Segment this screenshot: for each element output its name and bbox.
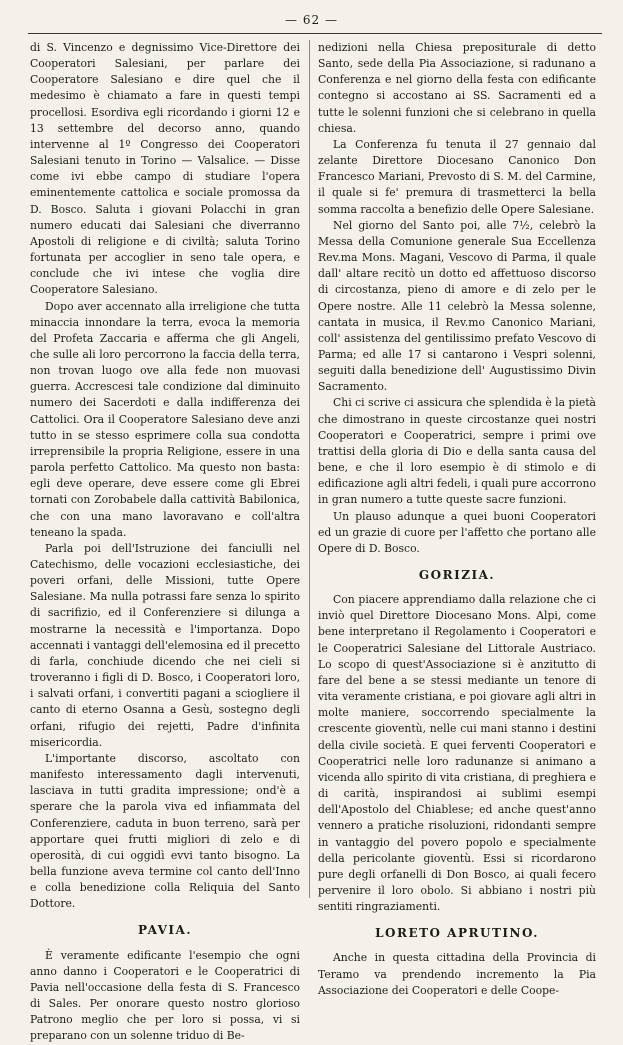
column-divider [309,40,310,898]
paragraph: Dopo aver accennato alla irreligione che tutta minaccia innondare la terra, evoca la memoria del Profeta Zaccaria e afferma che gli Angeli, che sulle ali loro percorrono la faccia della terra, non trovan luogo ove alla fede non muovasi guerra. Accrescesi tale condizione dal diminuito numero dei Sacerdoti e dalla indifferenza dei Cattolici. Ora il Cooperatore Salesiano deve anzi tutto in se stesso esprimere colla sua condotta irreprensibile la propria Religione, essere in una parola perfetto Cattolico. Ma questo non basta: egli deve operare, deve essere come gli Ebrei tornati con Zorobabele dalla cattività Babilonica, che con una mano lavoravano e coll'altra teneano la spada. [30,299,300,539]
paragraph: Anche in questa cittadina della Provincia di Teramo va prendendo incremento la Pia Associazione dei Cooperatori e delle Coope- [318,951,596,997]
paragraph: nedizioni nella Chiesa prepositurale di detto Santo, sede della Pia Associazione, si radunano a Conferenza e nel giorno della festa con edificante contegno si accostano ai SS. Sacramenti ed a tutte le solenni funzioni che si celebrano in quella chiesa. [318,41,596,135]
page-number: — 62 — [285,13,338,27]
paragraph: Con piacere apprendiamo dalla relazione che ci inviò quel Direttore Diocesano Mons. Alpi, come bene interpretano il Regolamento i Cooperatori e le Cooperatrici Salesiane del Littorale Austriaco. Lo scopo di quest'Associazione si è anzitutto di fare del bene a se stessi mediante un tenore di vita veramente cristiana, e poi giovare agli altri in molte maniere, soccorrendo specialmente la crescente gioventù, nelle cui mani stanno i destini della civile società. E quei ferventi Cooperatori e Cooperatrici nelle loro radunanze si animano a vicenda allo spirito di vita cristiana, di preghiera e di carità, inspirandosi ai sublimi esempi dell'Apostolo del Chiablese; ed anche quest'anno vennero a pratiche risoluzioni, ridondanti sempre in vantaggio del povero popolo e specialmente della pericolante gioventù. Essi si ricordarono pure degli orfanelli di Don Bosco, ai quali fecero pervenire il loro obolo. Si abbiano i nostri più sentiti ringraziamenti. [318,593,596,914]
section-heading-gorizia: GORIZIA. [418,568,496,582]
header-rule [28,33,602,34]
paragraph: È veramente edificante l'esempio che ogni anno danno i Cooperatori e le Cooperatrici di Pavia nell'occasione della festa di S. Francesco di Sales. Per onorare questo nostro glorioso Patrono meglio che per loro si possa, vi si preparano con un solenne triduo di Be- [30,948,300,1043]
right-column [318,40,596,997]
paragraph: Chi ci scrive ci assicura che splendida è la pietà che dimostrano in queste circostanze quei nostri Cooperatori e Cooperatrici, sempre i primi ove trattisi della gloria di Dio e della santa causa del bene, e che il loro esempio è di stimolo e di edificazione agli altri fedeli, i quali pure accorrono in gran numero a tutte queste sacre funzioni. [318,396,596,507]
section-heading-pavia: PAVIA. [138,923,192,938]
paragraph: Un plauso adunque a quei buoni Cooperatori ed un grazie di cuore per l'affetto che portano alle Opere di D. Bosco. [318,509,596,555]
paragraph: Parla poi dell'Istruzione dei fanciulli nel Catechismo, delle vocazioni ecclesiastiche, dei poveri orfani, delle Missioni, tutte Opere Salesiane. Ma nulla potrassi fare senza lo spirito di sacrifizio, ed il Conferenziere si dilunga a mostrarne la necessità e l'importanza. Dopo accennati i vantaggi dell'elemosina ed il precetto di farla, conchiude dicendo che nei cieli si troveranno i figli di D. Bosco, i Cooperatori loro, i salvati orfani, i convertiti pagani a sciogliere il canto di eterno Osanna a Gesù, sostegno degli orfani, rifugio dei rejetti, Padre d'infinita misericordia. [30,541,300,749]
left-column [30,40,300,1043]
paragraph: La Conferenza fu tenuta il 27 gennaio dal zelante Direttore Diocesano Canonico Don Francesco Mariani, Prevosto di S. M. del Carmine, il quale si fe' premura di trasmetterci la bella somma raccolta a benefizio delle Opere Salesiane. [318,137,596,216]
section-heading-loreto-aprutino: LORETO APRUTINO. [375,926,539,941]
paragraph: L'importante discorso, ascoltato con manifesto interessamento dagli intervenuti, lasciava in tutti gradita impressione; ond'è a sperare che la parola viva ed infiammata del Conferenziere, caduta in buon terreno, sarà per apportare quei frutti migliori di zelo e di operosità, di cui oggidì evvi tanto bisogno. La bella funzione aveva termine col canto dell'Inno e colla benedizione colla Reliquia del Santo Dottore. [30,751,300,911]
paragraph: Nel giorno del Santo poi, alle 7½, celebrò la Messa della Comunione generale Sua Eccellenza Rev.ma Mons. Magani, Vescovo di Parma, il quale dall' altare recitò un dotto ed affettuoso discorso di circostanza, pieno di amore e di zelo per le Opere nostre. Alle 11 celebrò la Messa solenne, cantata in musica, il Rev.mo Canonico Mariani, coll' assistenza del gentilissimo prefato Vescovo di Parma; ed alle 17 si cantarono i Vespri solenni, seguiti dalla benedizione dell' Augustissimo Divin Sacramento. [318,218,596,394]
paragraph: di S. Vincenzo e degnissimo Vice-Direttore dei Cooperatori Salesiani, per parlare dei Cooperatore Salesiano e dire quel che il medesimo è chiamato a fare in questi tempi procellosi. Esordiva egli ricordando i giorni 12 e 13 settembre del decorso anno, quando intervenne al 1º Congresso dei Cooperatori Salesiani tenuto in Torino — Valsalice. — Disse come ivi ebbe campo di studiare l'opera eminentemente cattolica e sociale promossa da D. Bosco. Saluta i giovani Polacchi in gran numero educati dai Salesiani che diverranno Apostoli di religione e di civiltà; saluta Torino fortunata per accoglier in seno tale opera, e conclude che ivi intese che voglia dire Cooperatore Salesiano. [30,41,300,297]
